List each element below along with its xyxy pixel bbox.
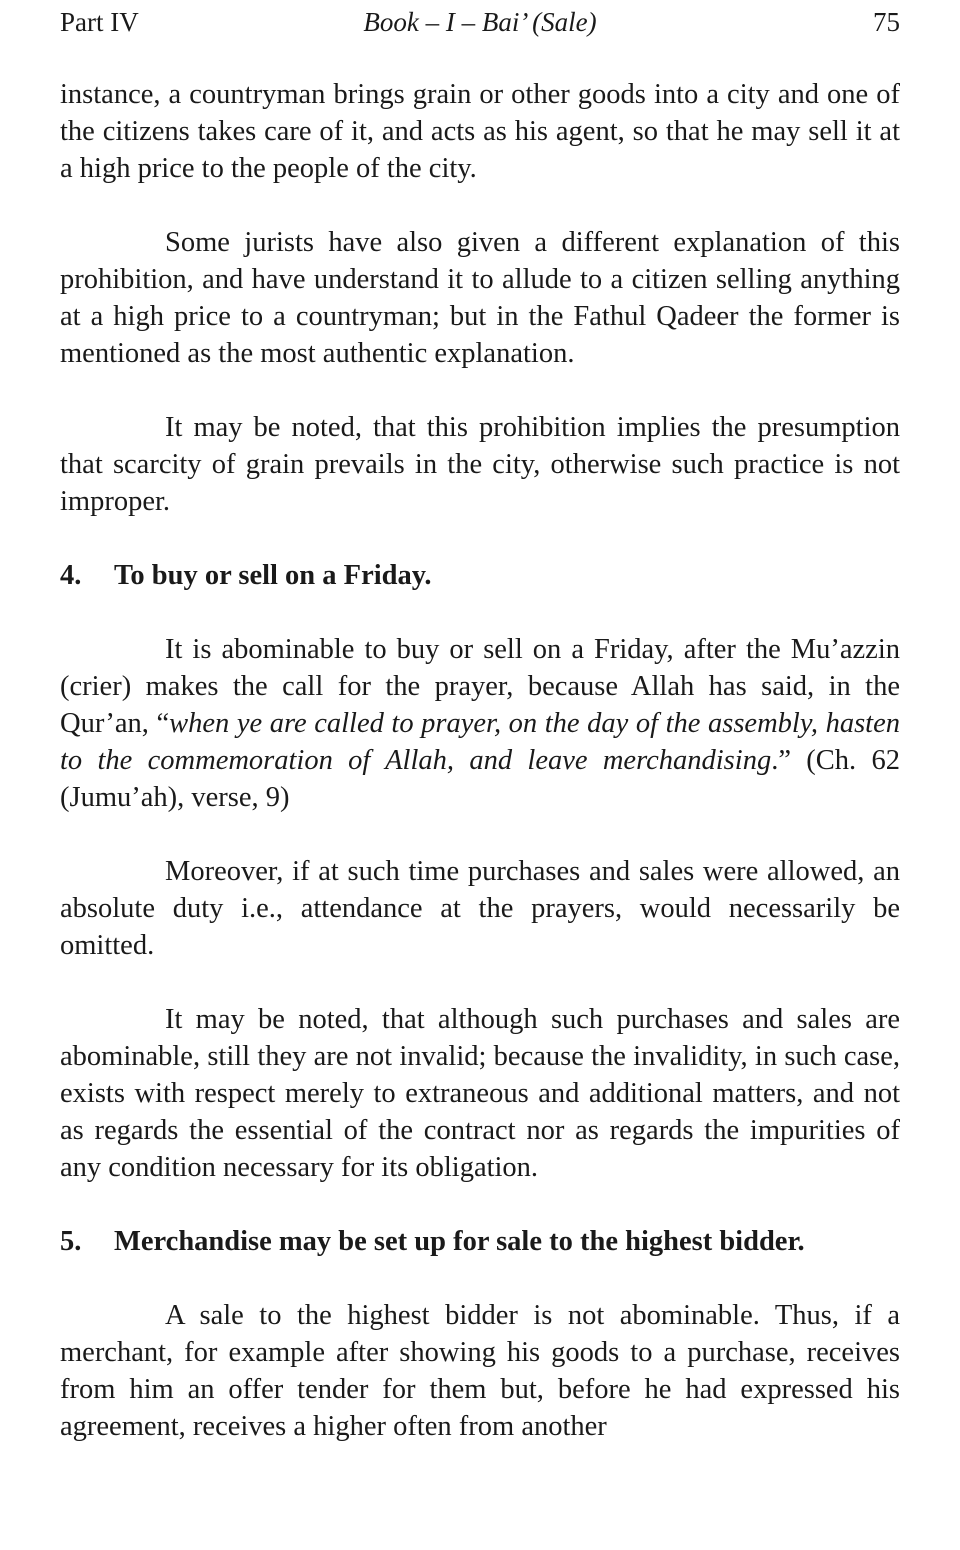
friday-text: It is abominable to buy or sell on a Friday, after the Mu’azzin (crier) makes the call for the prayer, because Allah has said, in the Qur’an, “ xyxy=(60,634,900,739)
paragraph-highest-bidder: A sale to the highest bidder is not abominable. Thus, if a merchant, for example after showing his goods to a purchase, receives from him an offer tender for them but, before he had expressed his agreement, receives a higher often from another xyxy=(60,1300,900,1442)
quote-citation: .” (Ch. 62 (Jumu’ah), verse, 9) xyxy=(60,745,900,813)
part-label: Part IV xyxy=(60,7,139,37)
page-number: 75 xyxy=(873,7,900,37)
quran-quote: when ye are called to prayer, on the day of the assembly, hasten to the commemoration of Allah, and leave merchandising xyxy=(60,708,901,776)
paragraph-invalidity: It may be noted, that although such purchases and sales are abominable, still they are not invalid; because the invalidity, in such case, exists with respect merely to extraneous and additional matters, and not as regards the essential of the contract nor as regards the impurities of any condition necessary for its obligation. xyxy=(60,1004,900,1183)
paragraph-moreover: Moreover, if at such time purchases and sales were allowed, an absolute duty i.e., attendance at the prayers, would necessarily be omitted. xyxy=(60,856,900,961)
paragraph-presumption: It may be noted, that this prohibition implies the presumption that scarcity of grain prevails in the city, otherwise such practice is not improper. xyxy=(60,412,900,517)
section-number-5: 5. xyxy=(60,1226,82,1257)
section-title-5: Merchandise may be set up for sale to the highest bidder. xyxy=(114,1226,805,1257)
paragraph-friday xyxy=(60,631,900,816)
book-title: Book – I – Bai’ (Sale) xyxy=(363,7,597,37)
section-heading-4 xyxy=(60,557,900,594)
section-heading-5 xyxy=(60,1223,900,1260)
paragraph-continued: instance, a countryman brings grain or other goods into a city and one of the citizens takes care of it, and acts as his agent, so that he may sell it at a high price to the people of the city. xyxy=(60,79,900,184)
paragraph-jurists: Some jurists have also given a different explanation of this prohibition, and have understand it to allude to a citizen selling anything at a high price to a countryman; but in the Fathul Qadeer the former is mentioned as the most authentic explanation. xyxy=(60,227,900,369)
section-number-4: 4. xyxy=(60,560,82,591)
section-title-4: To buy or sell on a Friday. xyxy=(114,560,432,591)
running-head xyxy=(60,0,900,44)
book-page xyxy=(60,0,900,1445)
